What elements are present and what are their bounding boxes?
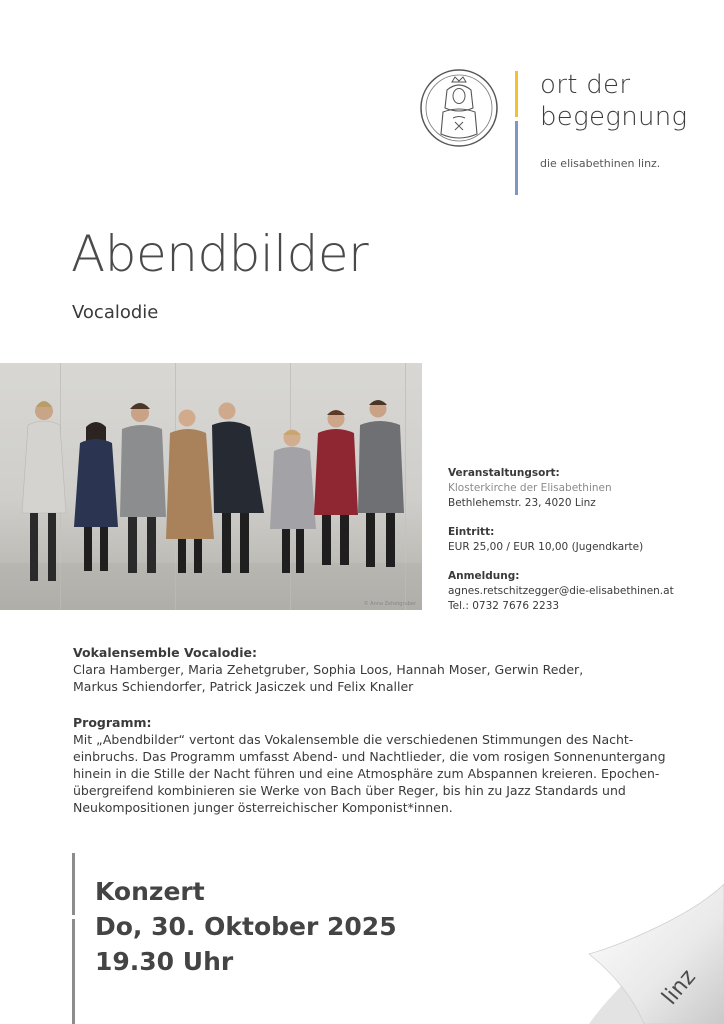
entry-block [448,525,643,555]
entry-value: EUR 25,00 / EUR 10,00 (Jugendkarte) [448,541,644,553]
elisabethinen-seal-icon [419,68,499,148]
program-line: hinein in die Stille der Nacht führen und eine Atmosphäre zum Abspannen kreieren. Epochen- [73,766,660,781]
program-line: Mit „Abendbilder“ vertont das Vokalensemble die verschiedenen Stimmungen des Nacht- [73,732,634,747]
venue-name: Klosterkirche der Elisabethinen [448,482,612,494]
singers-figures [0,363,422,610]
venue-block [448,466,612,511]
registration-label: Anmeldung: [448,570,520,582]
ensemble-photo [0,363,422,610]
ensemble-heading: Vokalensemble Vocalodie: [73,645,257,660]
entry-label: Eintritt: [448,526,495,538]
registration-email[interactable]: agnes.retschitzegger@die-elisabethinen.at [448,585,674,597]
logo-accent-yellow [515,71,518,117]
concert-accent-bar [72,919,75,1024]
ensemble-line: Markus Schiendorfer, Patrick Jasiczek und Felix Knaller [73,679,414,694]
photo-credit: © Anna Zehetgruber [363,601,416,607]
ensemble-line: Clara Hamberger, Maria Zehetgruber, Sophia Loos, Hannah Moser, Gerwin Reder, [73,662,584,677]
registration-phone[interactable]: Tel.: 0732 7676 2233 [448,600,560,612]
program-line: übergreifend kombinieren sie Werke von Bach über Reger, bis hin zu Jazz Standards und [73,783,626,798]
concert-label: Konzert [95,877,205,906]
program-block [73,714,666,816]
program-line: Neukompositionen junger österreichischer Komponist*innen. [73,800,453,815]
program-line: einbruchs. Das Programm umfasst Abend- und Nachtlieder, die vom rosigen Sonnenuntergang [73,749,666,764]
registration-block [448,569,674,614]
ensemble-block [73,644,583,695]
logo-text-line1: ort der [540,70,631,100]
concert-time: 19.30 Uhr [95,947,234,976]
corner-text: linz [657,964,701,1010]
venue-label: Veranstaltungsort: [448,467,560,479]
logo-subline: die elisabethinen linz. [540,157,661,170]
logo-text-line2: begegnung [540,102,688,132]
concert-date: Do, 30. Oktober 2025 [95,912,397,941]
logo-accent-blue [515,121,518,195]
program-heading: Programm: [73,715,152,730]
page-curl-icon [564,864,724,1024]
venue-address: Bethlehemstr. 23, 4020 Linz [448,497,596,509]
concert-accent-bar [72,853,75,915]
event-title: Abendbilder [71,225,369,283]
event-subtitle: Vocalodie [72,302,159,323]
